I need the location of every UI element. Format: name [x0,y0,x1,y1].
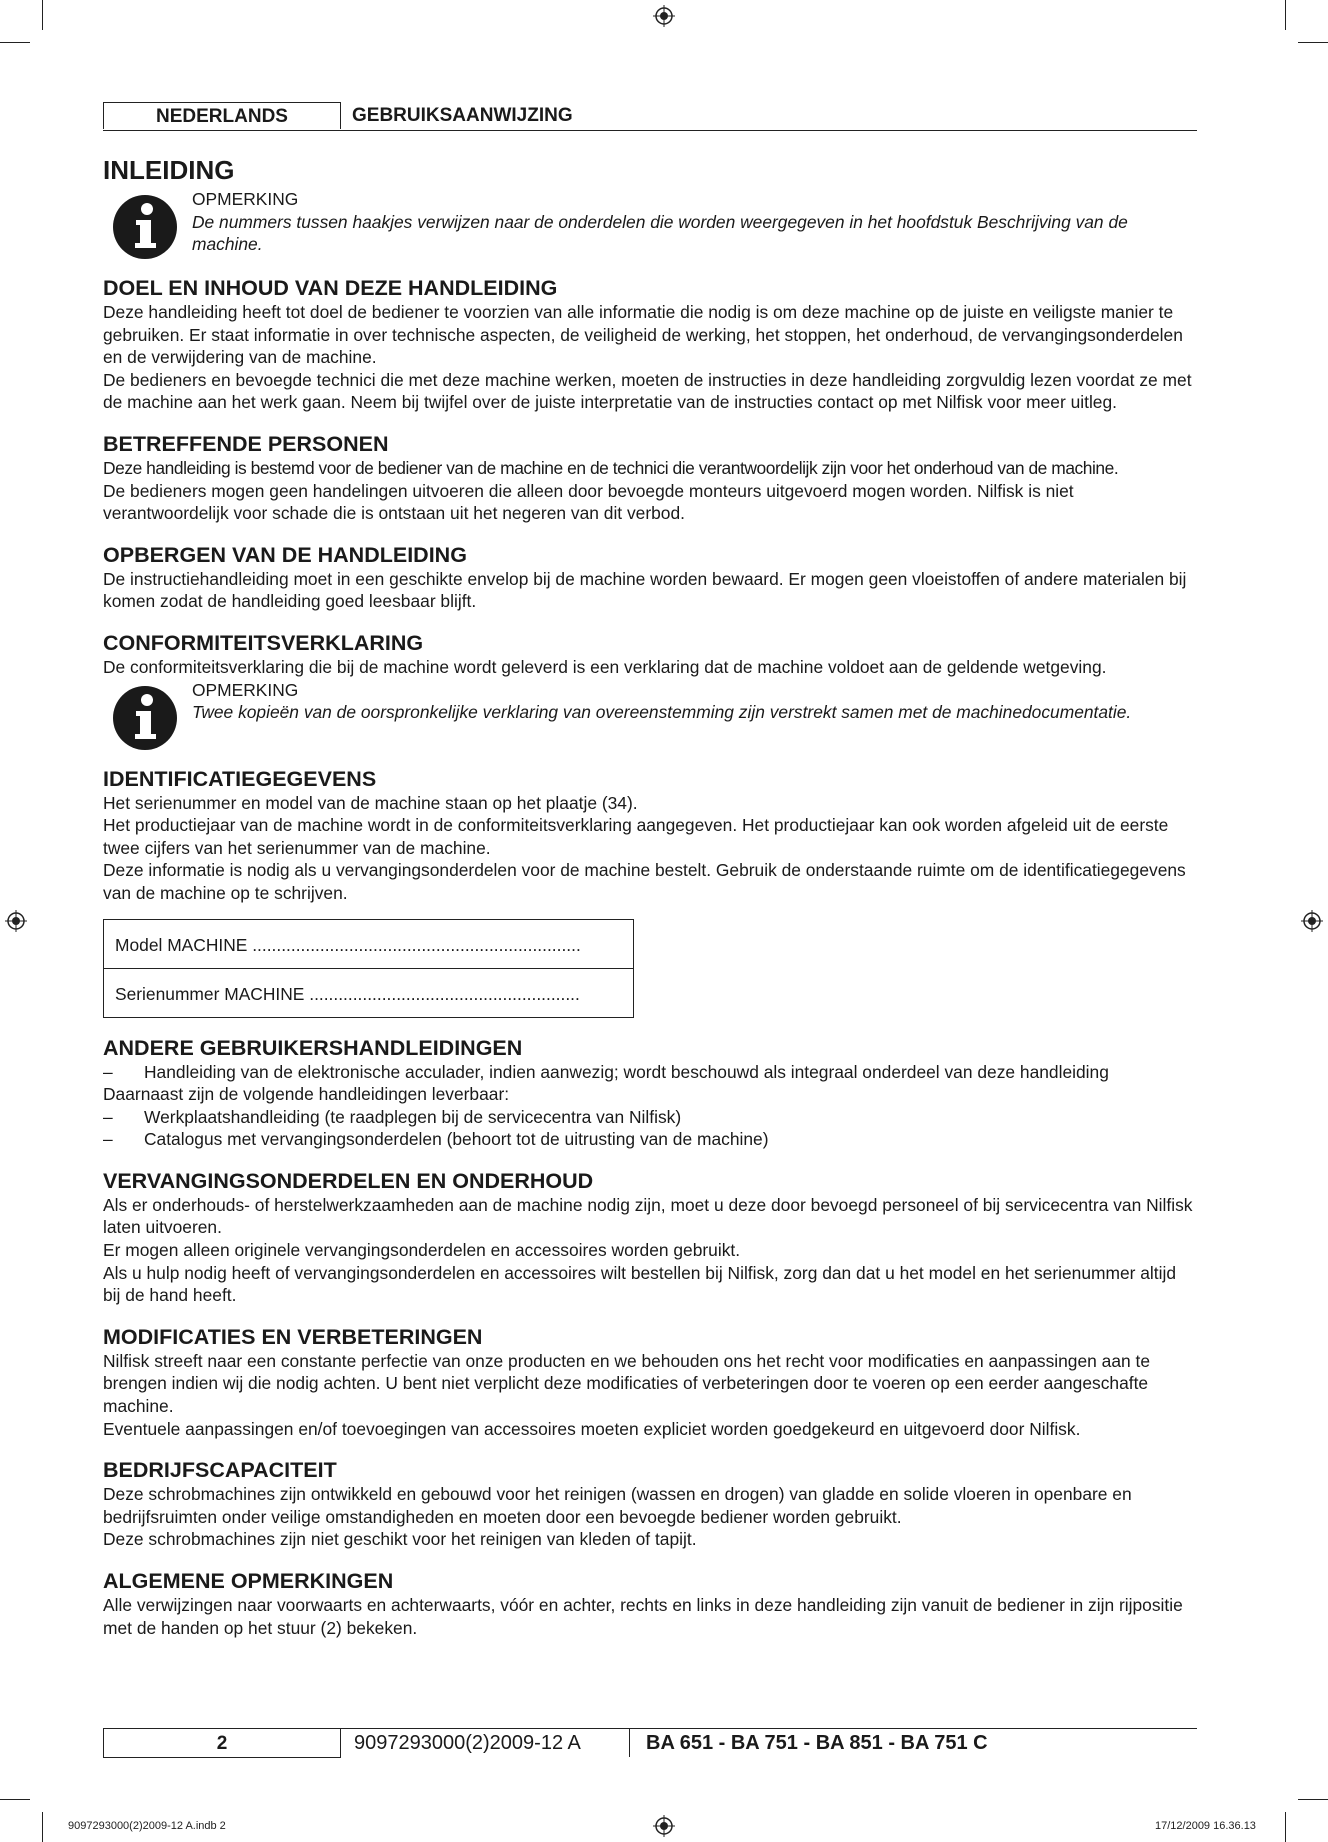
crop-mark [1285,0,1286,30]
registration-mark-icon [5,910,27,932]
paragraph: Deze schrobmachines zijn niet geschikt voor het reinigen van kleden of tapijt. [103,1529,697,1550]
page-header [103,102,1197,131]
list-dash: – [103,1106,113,1127]
crop-mark [0,42,30,43]
paragraph: Als u hulp nodig heeft of vervangingsonderdelen en accessoires wilt bestellen bij Nilfisk, zorg dan dat u het model en het serienummer altijd bij de hand heeft. [103,1262,1177,1306]
paragraph: De instructiehandleiding moet in een geschikte envelop bij de machine worden bewaard. Er mogen geen vloeistoffen of andere materialen bij komen zodat de handleiding goed leesbaar blijft. [103,568,1187,612]
section-title-opbergen: OPBERGEN VAN DE HANDLEIDING [103,542,467,567]
paragraph: Deze handleiding heeft tot doel de bediener te voorzien van alle informatie die nodig is om deze machine op de juiste en veiligste manier te gebruiken. Er staat informatie in over technische aspecten, de veiligheid de werking, het stoppen, het onderhoud, de vervangingsonderdelen en de verwijdering van de machine. [103,302,1183,368]
list-item-text: Catalogus met vervangingsonderdelen (behoort tot de uitrusting van de machine) [144,1129,769,1150]
list-item [103,1061,1197,1084]
note-block [103,679,1197,749]
note-block [103,188,1197,258]
paragraph: Deze schrobmachines zijn ontwikkeld en gebouwd voor het reinigen (wassen en drogen) van gladde en solide vloeren in openbare en bedrijfsruimten onder veilige omstandigheden en moeten door een bevoegde bediener worden gebruikt. [103,1484,1132,1527]
section-title-identificatie: IDENTIFICATIEGEGEVENS [103,766,377,791]
print-slug-file: 9097293000(2)2009-12 A.indb 2 [68,1820,226,1832]
serial-field: Serienummer MACHINE ........................................................ [104,968,633,1017]
note-text: Twee kopieën van de oorspronkelijke verklaring van overeenstemming zijn verstrekt samen met de machinedocumentatie. [192,702,1132,723]
list-item-text: Werkplaatshandleiding (te raadplegen bij de servicecentra van Nilfisk) [144,1106,682,1127]
paragraph: Eventuele aanpassingen en/of toevoegingen van accessoires moeten expliciet worden goedgekeurd en uitgevoerd door Nilfisk. [103,1418,1081,1439]
registration-mark-icon [1301,910,1323,932]
section-title-doel: DOEL EN INHOUD VAN DEZE HANDLEIDING [103,276,558,300]
note-label: OPMERKING [192,679,299,700]
crop-mark [42,0,43,30]
paragraph: Daarnaast zijn de volgende handleidingen leverbaar: [103,1084,510,1105]
paragraph: Alle verwijzingen naar voorwaarts en achterwaarts, vóór en achter, rechts en links in deze handleiding zijn vanuit de bediener in zijn rijpositie met de handen op het stuur (2) bekeken. [103,1595,1183,1638]
paragraph: De bedieners mogen geen handelingen uitvoeren die alleen door bevoegde monteurs uitgevoerd mogen worden. Nilfisk is niet verantwoordelijk voor schade die is ontstaan uit het negeren van dit verbod. [103,480,1074,524]
crop-mark [0,1799,30,1800]
paragraph: De conformiteitsverklaring die bij de machine wordt geleverd is een verklaring dat de machine voldoet aan de geldende wetgeving. [103,656,1107,677]
list-item [103,1128,1197,1151]
paragraph: De bedieners en bevoegde technici die met deze machine werken, moeten de instructies in deze handleiding zorgvuldig lezen voordat ze met de machine aan het werk gaan. Neem bij twijfel over de juiste interpretatie van de instructies contact op met Nilfisk voor meer uitleg. [103,369,1192,413]
identification-box [103,919,634,1018]
paragraph: Het productiejaar van de machine wordt in de conformiteitsverklaring aangegeven. Het productiejaar kan ook worden afgeleid uit de eerste twee cijfers van het serienummer van de machine. [103,815,1169,858]
section-title-vervanging: VERVANGINGSONDERDELEN EN ONDERHOUD [103,1168,594,1193]
page-number: 2 [103,1729,341,1758]
section-title-modificaties: MODIFICATIES EN VERBETERINGEN [103,1324,483,1349]
paragraph: Als er onderhouds- of herstelwerkzaamheden aan de machine nodig zijn, moet u deze door bevoegd personeel of bij servicecentra van Nilfisk laten uitvoeren. [103,1194,1193,1238]
crop-mark [1285,1812,1286,1842]
model-list: BA 651 - BA 751 - BA 851 - BA 751 C [646,1732,988,1754]
header-language: NEDERLANDS [103,102,341,129]
model-field: Model MACHINE .................................................................... [115,934,581,955]
section-title-andere: ANDERE GEBRUIKERSHANDLEIDINGEN [103,1035,523,1060]
list-item-text: Handleiding van de elektronische acculader, indien aanwezig; wordt beschouwd als integraal onderdeel van deze handleiding [144,1061,1109,1082]
registration-mark-icon [653,5,675,27]
print-slug-datetime: 17/12/2009 16.36.13 [1155,1820,1256,1832]
main-content [103,150,1197,1639]
page-footer [103,1728,1197,1759]
header-title: GEBRUIKSAANWIJZING [352,105,573,126]
list-dash: – [103,1129,113,1150]
info-icon [112,685,178,751]
paragraph: Het serienummer en model van de machine staan op het plaatje (34). [103,792,638,813]
document-code: 9097293000(2)2009-12 A [340,1729,630,1757]
note-label: OPMERKING [192,189,299,209]
crop-mark [42,1812,43,1842]
section-title-inleiding: INLEIDING [103,155,235,185]
info-icon [112,194,178,260]
section-title-algemeen: ALGEMENE OPMERKINGEN [103,1569,394,1593]
registration-mark-icon [653,1815,675,1837]
crop-mark [1298,1799,1328,1800]
paragraph: Deze informatie is nodig als u vervangingsonderdelen voor de machine bestelt. Gebruik de onderstaande ruimte om de identificatiegegevens van de machine op te schrijven. [103,860,1186,903]
paragraph: Er mogen alleen originele vervangingsonderdelen en accessoires worden gebruikt. [103,1240,741,1261]
list-item [103,1106,1197,1129]
section-title-capaciteit: BEDRIJFSCAPACITEIT [103,1458,337,1483]
list-dash: – [103,1061,113,1082]
section-title-conformiteit: CONFORMITEITSVERKLARING [103,630,424,655]
paragraph: Nilfisk streeft naar een constante perfectie van onze producten en we behouden ons het recht voor modificaties en aanpassingen aan te brengen indien wij die nodig achten. U bent niet verplicht deze modificaties of verbeteringen door te voeren op een eerder aangeschafte machine. [103,1350,1151,1417]
note-text: De nummers tussen haakjes verwijzen naar de onderdelen die worden weergegeven in het hoofdstuk Beschrijving van de machine. [192,211,1128,255]
crop-mark [1298,42,1328,43]
paragraph: Deze handleiding is bestemd voor de bediener van de machine en de technici die verantwoordelijk zijn voor het onderhoud van de machine. [103,457,1119,478]
section-title-personen: BETREFFENDE PERSONEN [103,431,389,456]
